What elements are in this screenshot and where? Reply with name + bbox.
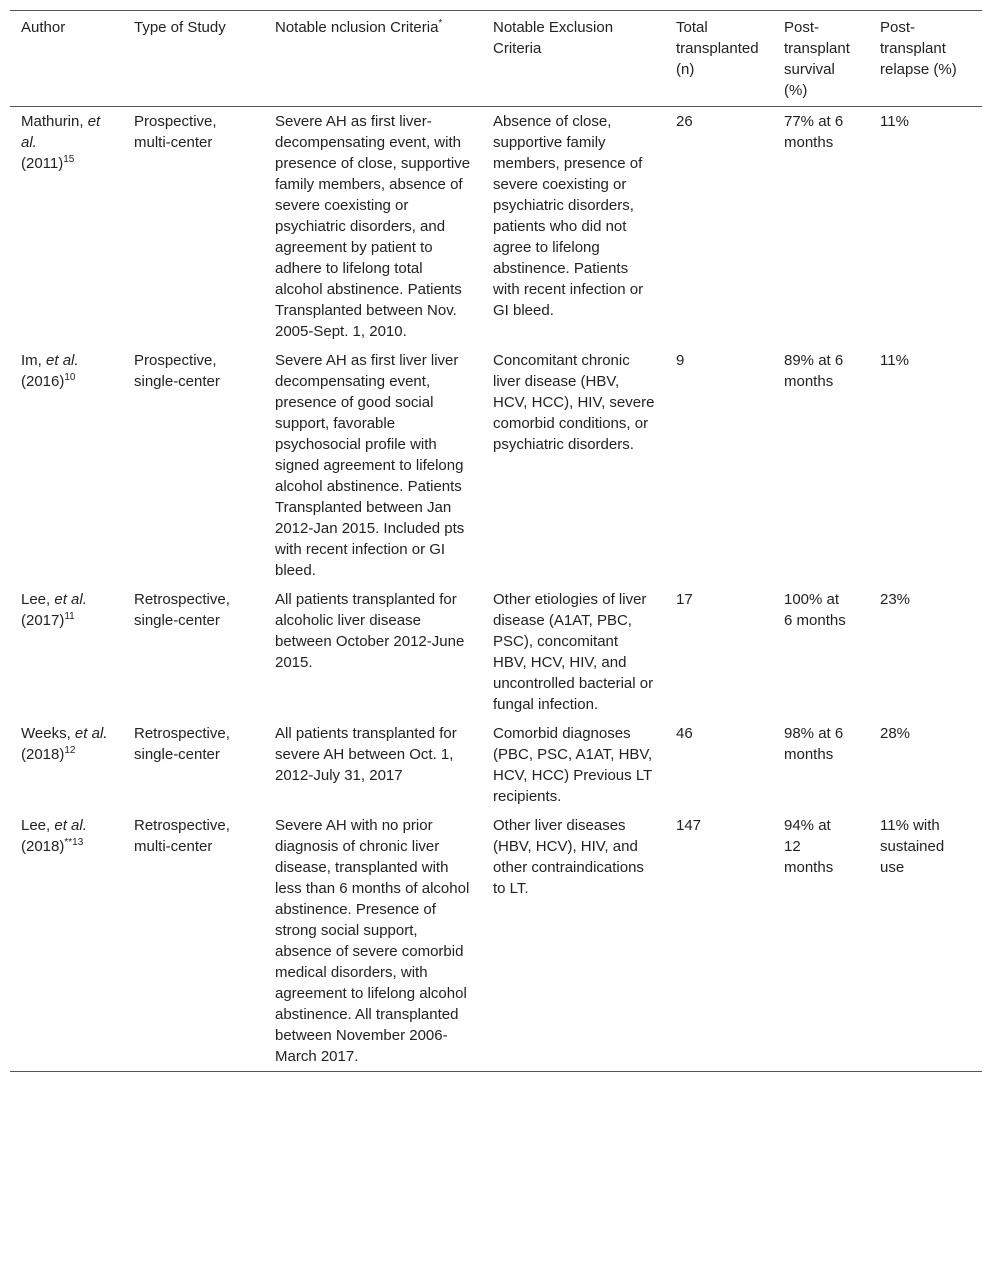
header-inclusion-footnote-mark: * xyxy=(438,18,443,29)
cell-type: Prospective, single-center xyxy=(134,352,220,390)
cell-inclusion: All patients transplanted for alcoholic liver disease between October 2012-June 2015. xyxy=(275,591,465,671)
cell-survival: 98% at 6 months xyxy=(784,725,844,763)
header-inclusion xyxy=(264,11,482,107)
cell-relapse: 11% xyxy=(880,352,909,369)
header-inclusion-label: Notable nclusion Criteria xyxy=(275,19,439,36)
cell-relapse: 11% with sustained use xyxy=(880,817,945,876)
author-name: Lee, xyxy=(21,591,51,608)
author-year: (2016) xyxy=(21,373,65,390)
author-reference: 15 xyxy=(63,154,75,165)
author-etal: et al. xyxy=(46,352,79,369)
cell-author xyxy=(10,585,123,719)
cell-survival: 89% at 6 months xyxy=(784,352,844,390)
table-row xyxy=(10,107,982,347)
header-type: Type of Study xyxy=(134,19,226,36)
author-etal: et al. xyxy=(54,591,87,608)
cell-total: 17 xyxy=(676,591,693,608)
cell-exclusion: Concomitant chronic liver disease (HBV, HCV, HCC), HIV, severe comorbid conditions, or psychiatric disorders. xyxy=(493,352,655,453)
cell-type: Retrospective, single-center xyxy=(134,725,230,763)
author-year: (2011) xyxy=(21,155,64,172)
cell-relapse: 23% xyxy=(880,591,911,608)
studies-table xyxy=(10,10,982,1072)
table-row xyxy=(10,811,982,1072)
author-name: Im, xyxy=(21,352,42,369)
studies-table-container xyxy=(10,10,982,1072)
cell-inclusion: Severe AH with no prior diagnosis of chronic liver disease, transplanted with less than 6 months of alcohol abstinence. Presence of strong social support, absence of severe comorbid medical disorders, with agreement to lifelong alcohol abstinence. All transplanted between November 2006-March 2017. xyxy=(275,817,470,1065)
cell-author xyxy=(10,719,123,811)
header-total: Total transplanted (n) xyxy=(676,19,759,78)
cell-author xyxy=(10,107,123,347)
header-author: Author xyxy=(21,19,66,36)
cell-survival: 77% at 6 months xyxy=(784,113,844,151)
cell-total: 26 xyxy=(676,113,693,130)
cell-exclusion: Comorbid diagnoses (PBC, PSC, A1AT, HBV, HCV, HCC) Previous LT recipients. xyxy=(493,725,653,805)
cell-exclusion: Absence of close, supportive family members, presence of severe coexisting or psychiatric disorders, patients who did not agree to lifelong abstinence. Patients with recent infection or GI bleed. xyxy=(493,113,644,319)
author-year: (2018) xyxy=(21,746,65,763)
cell-type: Retrospective, multi-center xyxy=(134,817,230,855)
author-year: (2017) xyxy=(21,612,65,629)
author-name: Weeks, xyxy=(21,725,71,742)
author-etal: et al. xyxy=(74,725,108,742)
cell-type: Retrospective, single-center xyxy=(134,591,230,629)
cell-total: 46 xyxy=(676,725,693,742)
header-relapse: Post-transplant relapse (%) xyxy=(880,19,957,78)
author-reference: 11 xyxy=(64,611,75,622)
author-name: Lee, xyxy=(21,817,51,834)
author-reference: 12 xyxy=(64,745,76,756)
cell-relapse: 28% xyxy=(880,725,911,742)
cell-total: 147 xyxy=(676,817,702,834)
author-name: Mathurin, xyxy=(21,113,84,130)
header-exclusion: Notable Exclusion Criteria xyxy=(493,19,614,57)
author-etal: et al. xyxy=(54,817,87,834)
cell-total: 9 xyxy=(676,352,685,369)
cell-type: Prospective, multi-center xyxy=(134,113,217,151)
cell-inclusion: All patients transplanted for severe AH between Oct. 1, 2012-July 31, 2017 xyxy=(275,725,457,784)
table-row xyxy=(10,346,982,585)
author-reference: **13 xyxy=(64,837,84,848)
author-etal: et al. xyxy=(21,113,101,151)
author-year: (2018) xyxy=(21,838,65,855)
cell-author xyxy=(10,346,123,585)
table-row xyxy=(10,585,982,719)
cell-relapse: 11% xyxy=(880,113,909,130)
cell-survival: 100% at 6 months xyxy=(784,591,846,629)
table-header-row xyxy=(10,11,982,107)
cell-inclusion: Severe AH as first liver-decompensating event, with presence of close, supportive family members, absence of severe coexisting or psychiatric disorders, and agreement by patient to adhere to lifelong total alcohol abstinence. Patients Transplanted between Nov. 2005-Sept. 1, 2010. xyxy=(275,113,471,340)
header-survival: Post-transplant survival (%) xyxy=(784,19,850,99)
cell-survival: 94% at 12 months xyxy=(784,817,834,876)
cell-exclusion: Other etiologies of liver disease (A1AT, PBC, PSC), concomitant HBV, HCV, HIV, and uncontrolled bacterial or fungal infection. xyxy=(493,591,654,713)
cell-exclusion: Other liver diseases (HBV, HCV), HIV, and other contraindications to LT. xyxy=(493,817,644,897)
cell-author xyxy=(10,811,123,1072)
table-row xyxy=(10,719,982,811)
author-reference: 10 xyxy=(64,372,76,383)
cell-inclusion: Severe AH as first liver liver decompensating event, presence of good social support, favorable psychosocial profile with signed agreement to lifelong alcohol abstinence. Patients Transplanted between Jan 2012-Jan 2015. Included pts with recent infection or GI bleed. xyxy=(275,352,465,579)
